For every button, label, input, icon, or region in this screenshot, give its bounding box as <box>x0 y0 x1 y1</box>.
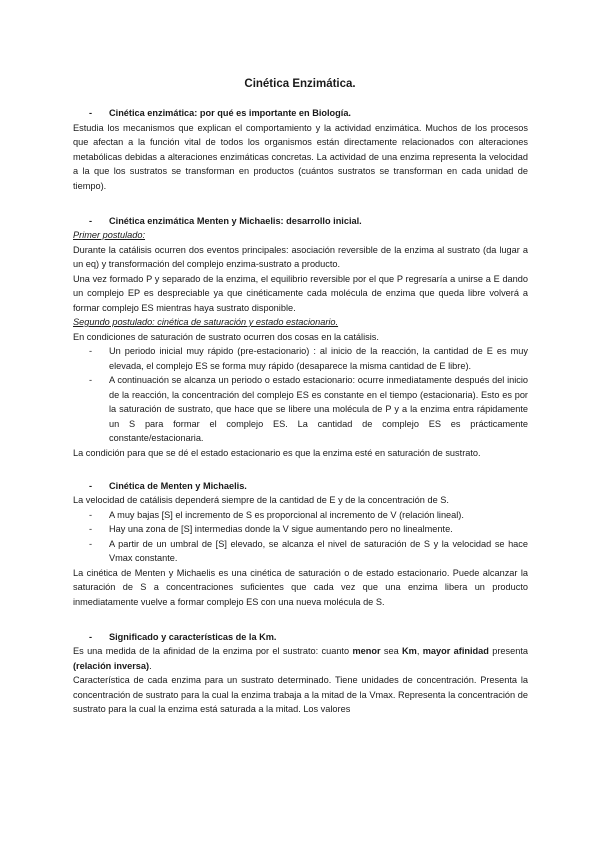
dash-marker: - <box>89 346 93 356</box>
dash-marker: - <box>89 509 93 520</box>
heading-text: Cinética enzimática Menten y Michaelis: desarrollo inicial. <box>109 215 362 226</box>
document-body <box>73 106 528 717</box>
heading-text: Cinética enzimática: por qué es importante en Biología. <box>109 108 351 118</box>
section-heading-menten-kinetics <box>91 479 528 494</box>
dash-marker: - <box>89 215 93 226</box>
list-item-text: Un periodo inicial muy rápido (pre-estacionario) : al inicio de la reacción, la cantidad de E es muy elevada, el complejo ES se forma muy rápido (desaparece la misma cantidad de E libre). <box>109 346 528 371</box>
paragraph: Durante la catálisis ocurren dos eventos principales: asociación reversible de la enzima al sustrato (da lugar a un eq) y transformación del complejo enzima-sustrato a producto. <box>73 244 528 269</box>
list-item <box>91 373 528 446</box>
paragraph: La condición para que se dé el estado estacionario es que la enzima esté en saturación de sustrato. <box>73 447 481 458</box>
first-postulate-label: Primer postulado: <box>73 230 146 240</box>
paragraph: Es una medida de la afinidad de la enzima por el sustrato: cuanto menor sea Km, mayor afinidad presenta (relación inversa). <box>73 646 528 671</box>
section-heading-menten-initial <box>91 214 528 229</box>
paragraph: Una vez formado P y separado de la enzima, el equilibrio reversible por el que P regresaría a unirse a E dando un complejo EP es despreciable ya que cinéticamente cada molécula de enzima que queda libre volverá a formar complejo ES mientras haya sustrato disponible. <box>73 273 528 313</box>
second-postulate-label: Segundo postulado: cinética de saturación y estado estacionario. <box>73 317 339 327</box>
list-item-text: Hay una zona de [S] intermedias donde la V sigue aumentando pero no linealmente. <box>109 524 453 534</box>
paragraph: La velocidad de catálisis dependerá siempre de la cantidad de E y de la concentración de S. <box>73 495 449 505</box>
list-item-text: A muy bajas [S] el incremento de S es proporcional al incremento de V (relación lineal). <box>109 509 464 520</box>
heading-text: Significado y características de la Km. <box>109 631 277 642</box>
list-item <box>91 537 528 566</box>
document-title: Cinética Enzimática. <box>244 78 356 90</box>
dash-marker: - <box>89 538 93 549</box>
list-item-text: A partir de un umbral de [S] elevado, se alcanza el nivel de saturación de S y la velocidad se hace Vmax constante. <box>109 538 528 563</box>
list-item <box>91 522 528 537</box>
paragraph: La cinética de Menten y Michaelis es una cinética de saturación o de estado estacionario. Puede alcanzar la saturación de S a concentraciones suficientes que cada vez que una enzima libera un producto inmediatamente vuelve a formar complejo ES con una nueva molécula de S. <box>73 567 528 607</box>
list-item <box>91 508 528 523</box>
paragraph: Característica de cada enzima para un sustrato determinado. Tiene unidades de concentración. Presenta la concentración de sustrato para la cual la enzima trabaja a la mitad de la Vmax. Representa la concentración de sustrato para la cual la enzima está saturada a la mitad. Los valores <box>73 675 528 714</box>
paragraph: Estudia los mecanismos que explican el comportamiento y la actividad enzimática. Muchos de los procesos que afectan a la función vital de todos los organismos están directamente relacionados con alteraciones metabólicas debidas a alteraciones enzimáticas concretas. La actividad de una enzima representa la velocidad a la que los sustratos se transforman en productos (cuántos sustratos se transforman en cada unidad de tiempo). <box>73 122 528 191</box>
list-item <box>91 344 528 373</box>
heading-text: Cinética de Menten y Michaelis. <box>109 480 247 491</box>
paragraph: En condiciones de saturación de sustrato ocurren dos cosas en la catálisis. <box>73 331 379 342</box>
section-heading-km <box>91 630 528 645</box>
dash-marker: - <box>89 480 93 491</box>
list-item-text: A continuación se alcanza un periodo o estado estacionario: ocurre inmediatamente después del inicio de la reacción, la concentración del complejo ES es constante en el tiempo (estacionaria). Esto es por la saturación de sustrato, que hace que se libere una molécula de P y a la enzima entra rápidamente un S para formar el complejo ES. La cantidad de complejo ES es prácticamente constante/estacionaria. <box>109 375 528 443</box>
dash-marker: - <box>89 631 93 642</box>
dash-marker: - <box>89 524 93 534</box>
dash-marker: - <box>89 375 93 385</box>
dash-marker: - <box>89 108 93 118</box>
section-heading-importance <box>91 106 528 121</box>
